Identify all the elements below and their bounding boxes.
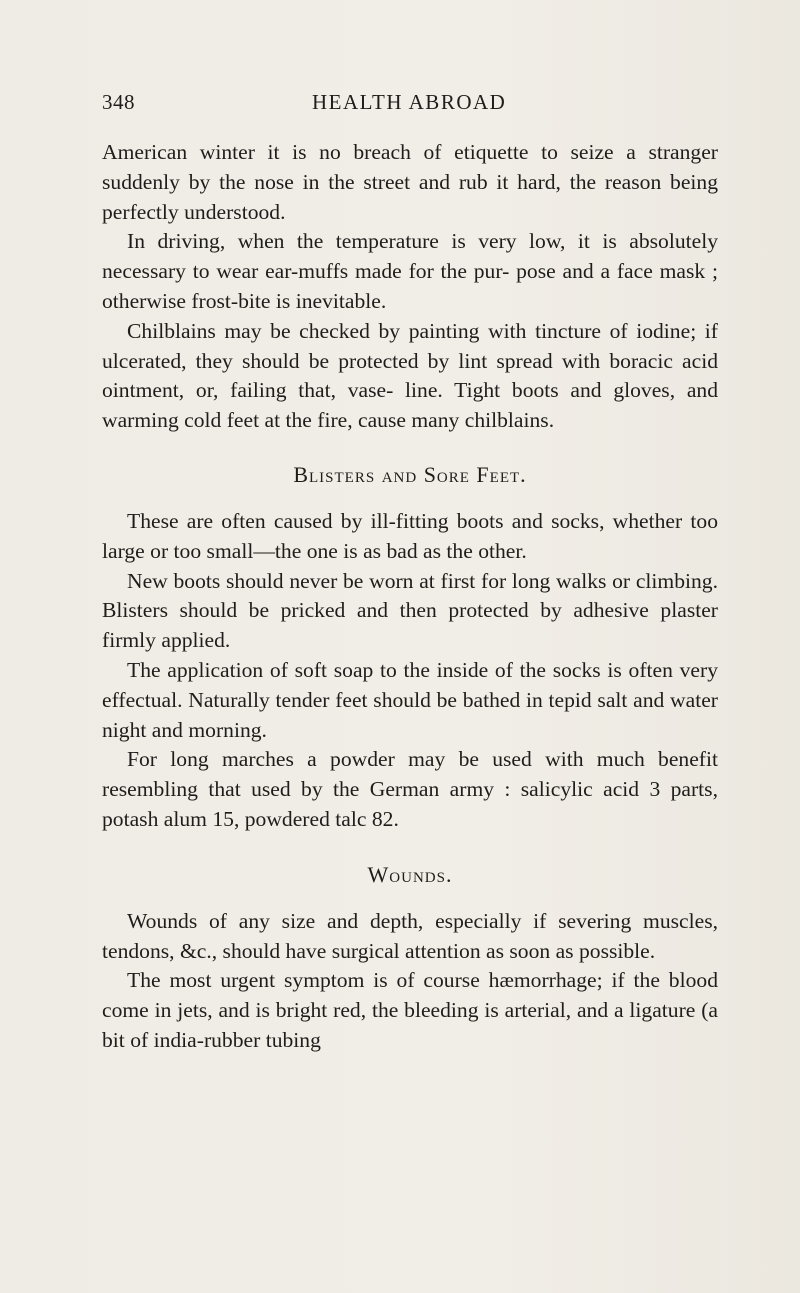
- section-heading-blisters: Blisters and Sore Feet.: [293, 461, 527, 487]
- paragraph-soft-soap: The application of soft soap to the inside of the socks is often very effectual. Naturally tender feet should be bathed in tepid salt and water night and morning.: [102, 657, 718, 742]
- paragraph-new-boots: New boots should never be worn at first for long walks or climbing. Blisters should be pricked and then protected by adhesive plaster firmly applied.: [102, 568, 718, 653]
- page-number: 348: [102, 90, 135, 114]
- paragraph-blisters-cause: These are often caused by ill-fitting boots and socks, whether too large or too small—the one is as bad as the other.: [102, 508, 718, 563]
- paragraph-chilblains: Chilblains may be checked by painting with tincture of iodine; if ulcerated, they should be protected by lint spread with boracic acid ointment, or, failing that, vase- line. Tight boots and gloves, and warming cold feet at the fire, cause many chilblains.: [102, 318, 718, 433]
- paragraph-marches-powder: For long marches a powder may be used with much benefit resembling that used by the German army : salicylic acid 3 parts, potash alum 15, powdered talc 82.: [102, 747, 718, 831]
- running-head: HEALTH ABROAD: [312, 90, 507, 114]
- page-body: [102, 138, 718, 1056]
- paragraph-driving: In driving, when the temperature is very low, it is absolutely necessary to wear ear-muffs made for the pur- pose and a face mask ; otherwise frost-bite is inevitable.: [102, 229, 718, 313]
- paragraph-haemorrhage: The most urgent symptom is of course hæmorrhage; if the blood come in jets, and is bright red, the bleeding is arterial, and a ligature (a bit of india-rubber tubing: [102, 968, 718, 1052]
- paragraph-continued: American winter it is no breach of etiquette to seize a stranger suddenly by the nose in the street and rub it hard, the reason being perfectly understood.: [102, 140, 718, 224]
- paragraph-wounds: Wounds of any size and depth, especially if severing muscles, tendons, &c., should have surgical attention as soon as possible.: [102, 908, 718, 963]
- section-heading-wounds: Wounds.: [367, 861, 453, 887]
- page-header: [102, 90, 662, 120]
